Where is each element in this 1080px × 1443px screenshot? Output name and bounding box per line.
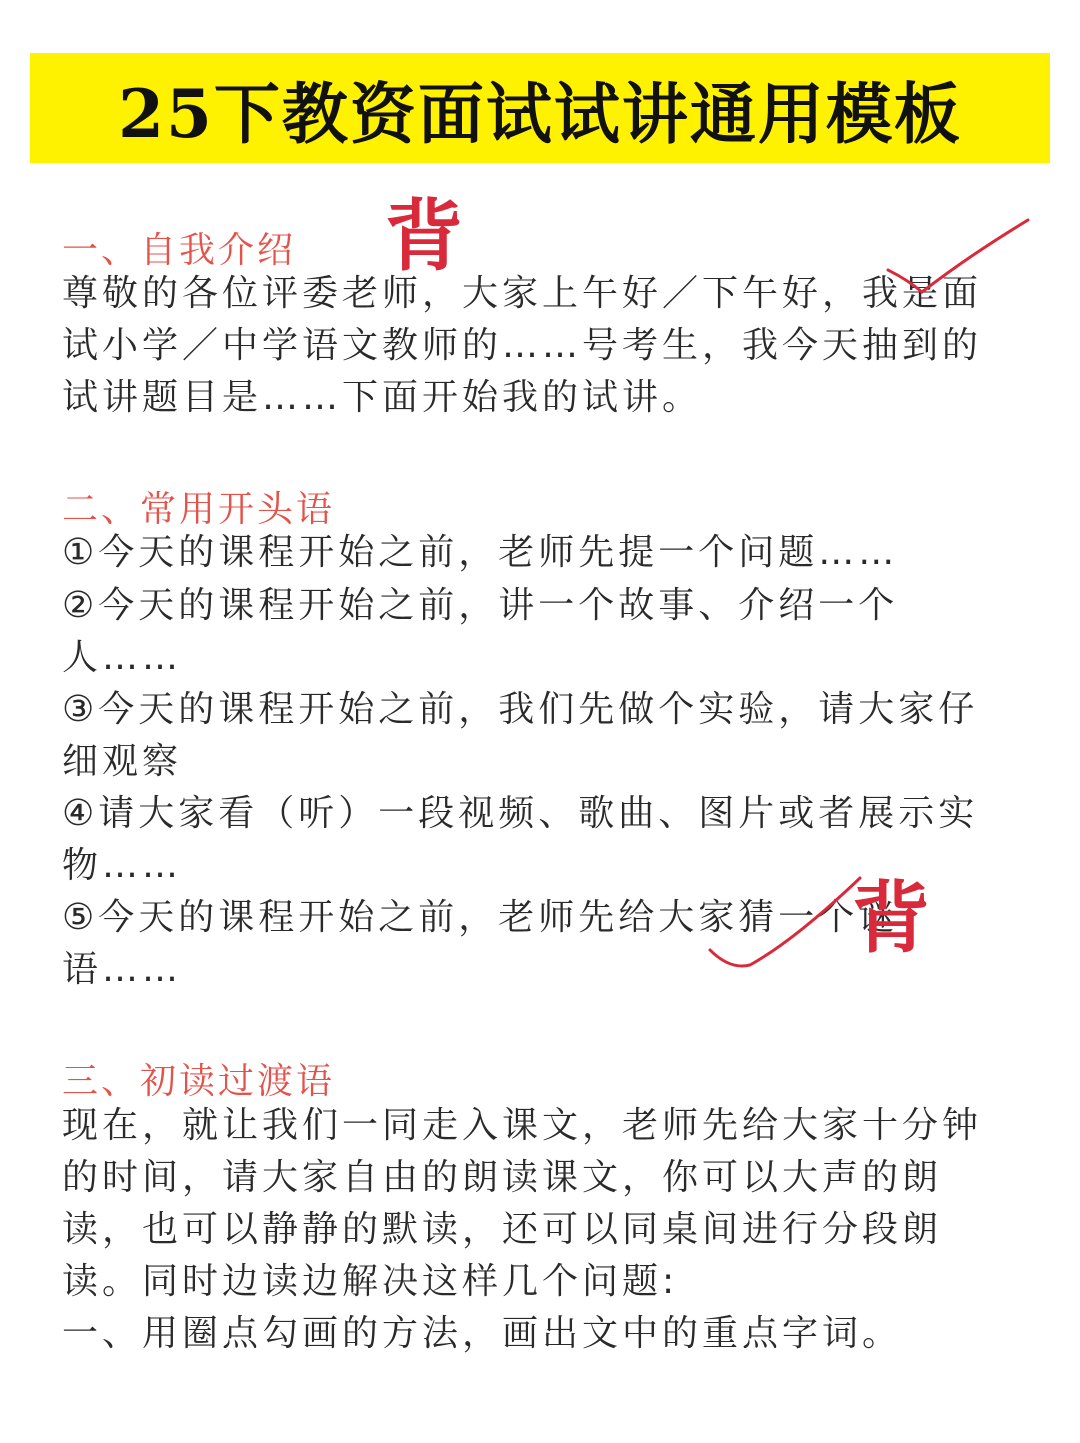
section-heading-self-intro: 一、自我介绍 [62,230,297,271]
text-line: 细观察 [62,741,183,782]
text-line: 物…… [62,845,183,886]
text-line: 读，也可以静静的默读，还可以同桌间进行分段朗 [62,1209,943,1250]
text-line: ④请大家看（听）一段视频、歌曲、图片或者展示实 [62,793,979,834]
text-line: ⑤今天的课程开始之前，老师先给大家猜一个谜 [62,897,899,938]
text-line: ③今天的课程开始之前，我们先做个实验，请大家仔 [62,689,979,730]
checkmark-top-icon [880,210,1040,320]
memorize-stamp-top: 背 [385,191,464,282]
text-line: 试讲题目是……下面开始我的试讲。 [62,377,703,418]
text-line: 现在，就让我们一同走入课文，老师先给大家十分钟 [62,1105,983,1146]
text-line: ②今天的课程开始之前，讲一个故事、介绍一个 [62,585,899,626]
text-line: 尊敬的各位评委老师，大家上午好／下午好，我是面 [62,273,983,314]
checkmark-bottom-icon [700,870,870,980]
section-heading-openers: 二、常用开头语 [62,489,336,530]
text-line: ①今天的课程开始之前，老师先提一个问题…… [62,532,899,573]
text-line: 一、用圈点勾画的方法，画出文中的重点字词。 [62,1313,903,1354]
section-heading-first-reading: 三、初读过渡语 [62,1061,336,1102]
title-banner [30,53,1050,163]
text-line: 人…… [62,637,183,678]
text-line: 的时间，请大家自由的朗读课文，你可以大声的朗 [62,1157,943,1198]
text-line: 试小学／中学语文教师的……号考生，我今天抽到的 [62,325,983,366]
page-title: 25下教资面试试讲通用模板 [118,74,962,153]
text-line: 语…… [62,949,183,990]
text-line: 读。同时边读边解决这样几个问题: [62,1261,679,1302]
memorize-stamp-bottom: 背 [852,873,931,964]
